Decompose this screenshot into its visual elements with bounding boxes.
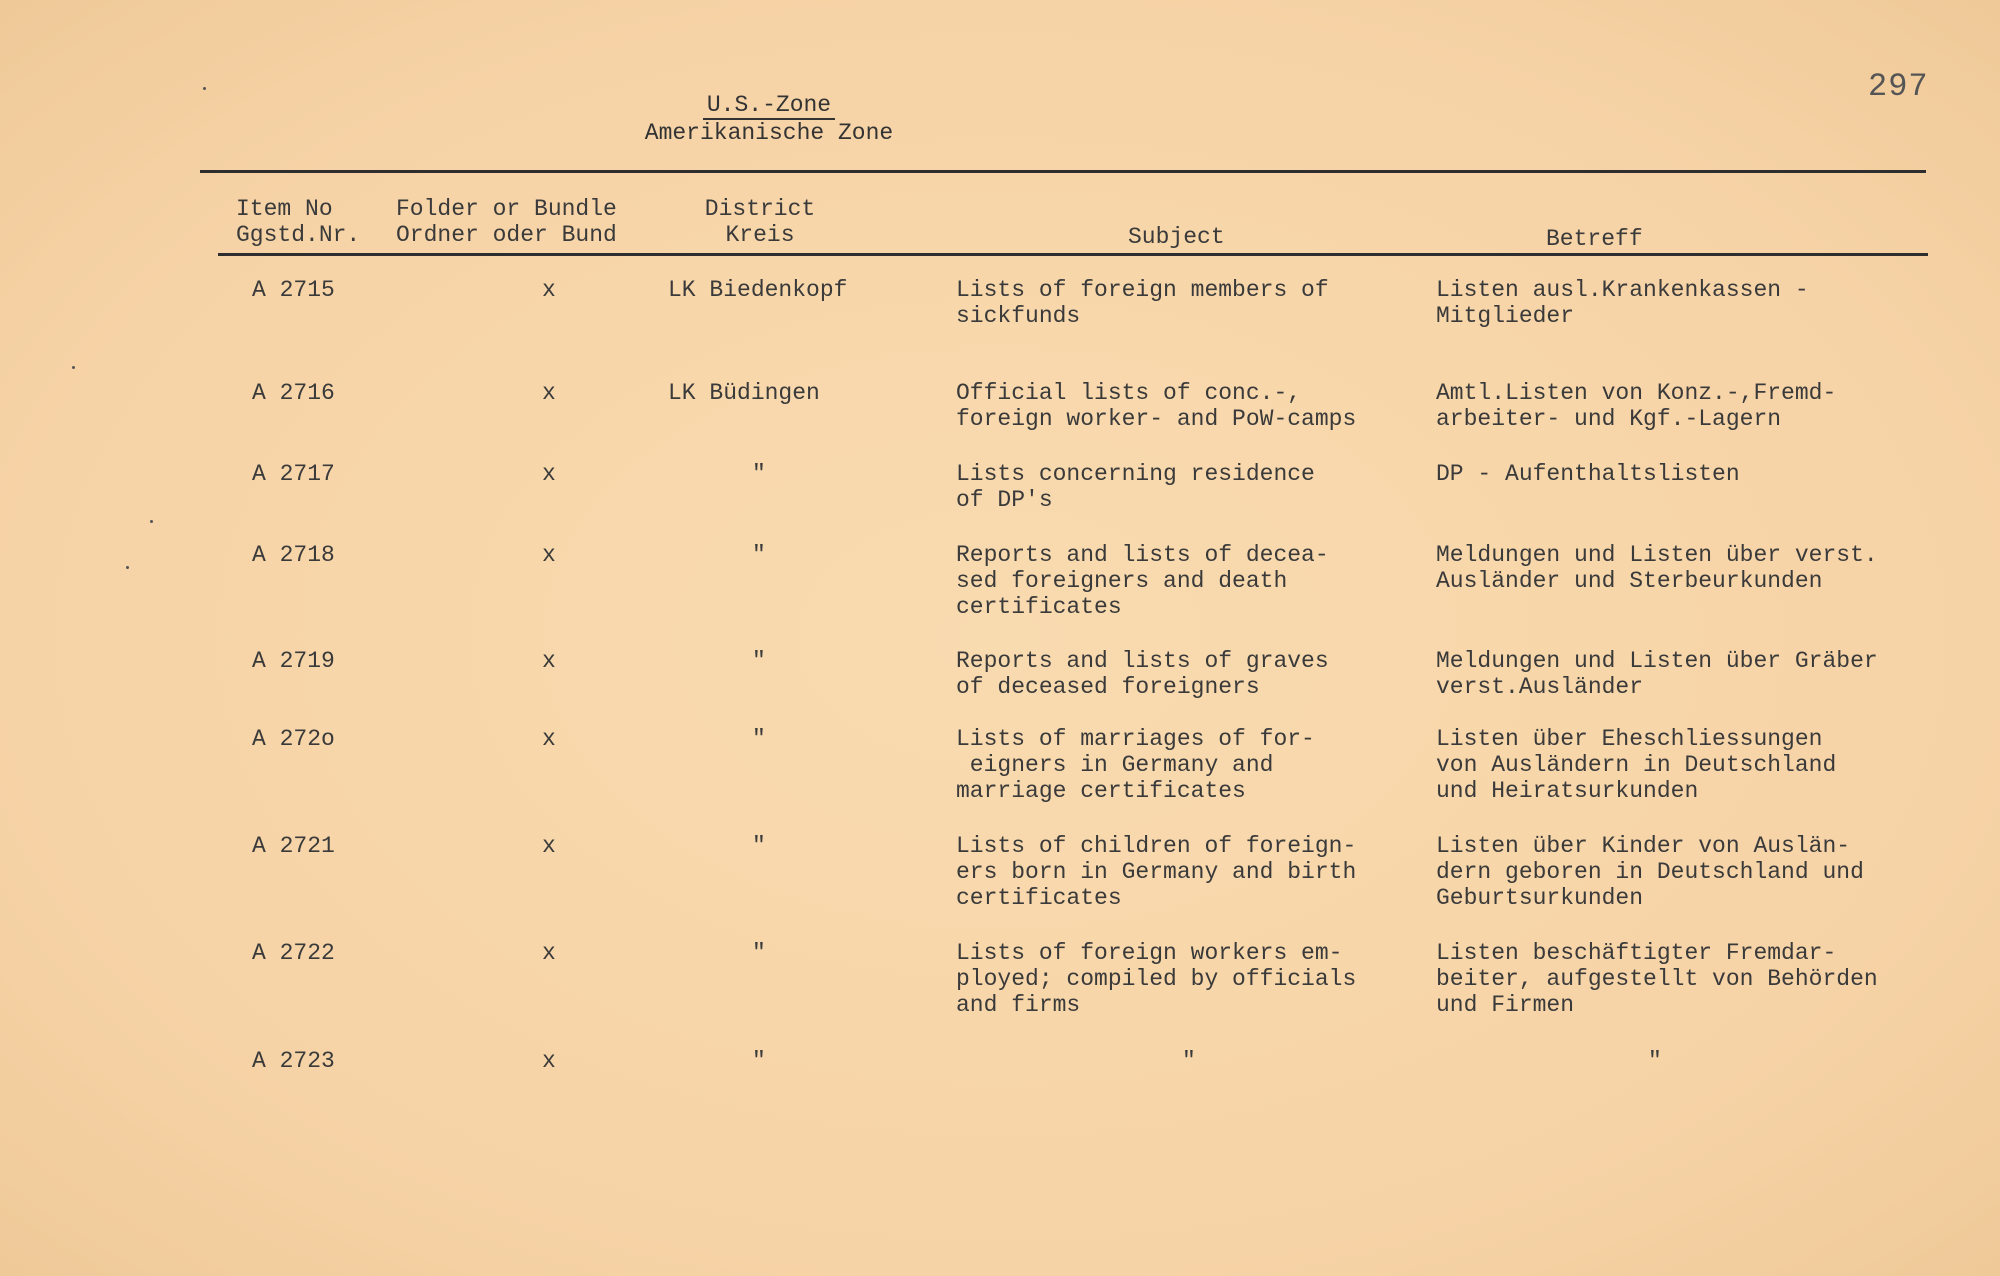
district-cell: " bbox=[752, 1048, 766, 1074]
betreff-cell: DP - Aufenthaltslisten bbox=[1436, 461, 1740, 487]
subject-cell: Lists of marriages of for- eigners in Germany and marriage certificates bbox=[956, 726, 1315, 804]
subject-cell: Lists of foreign workers em- ployed; compiled by officials and firms bbox=[956, 940, 1357, 1018]
col-header-folder: Folder or Bundle Ordner oder Bund bbox=[396, 196, 617, 248]
zone-title-en: U.S.-Zone bbox=[703, 92, 835, 120]
district-cell: " bbox=[752, 726, 766, 752]
district-cell: LK Büdingen bbox=[668, 380, 820, 406]
folder-mark-cell: x bbox=[542, 1048, 556, 1074]
betreff-cell: Listen ausl.Krankenkassen - Mitglieder bbox=[1436, 277, 1809, 329]
subject-cell: Lists of children of foreign- ers born in Germany and birth certificates bbox=[956, 833, 1357, 911]
item-number-cell: A 2716 bbox=[252, 380, 335, 406]
folder-mark-cell: x bbox=[542, 648, 556, 674]
folder-mark-cell: x bbox=[542, 380, 556, 406]
item-number-cell: A 2721 bbox=[252, 833, 335, 859]
district-cell: LK Biedenkopf bbox=[668, 277, 848, 303]
item-number-cell: A 2718 bbox=[252, 542, 335, 568]
folder-mark-cell: x bbox=[542, 726, 556, 752]
page-number: 297 bbox=[1868, 68, 1929, 105]
district-cell: " bbox=[752, 940, 766, 966]
paper-speck bbox=[150, 520, 153, 523]
item-number-cell: A 2717 bbox=[252, 461, 335, 487]
folder-mark-cell: x bbox=[542, 461, 556, 487]
col-header-subject: Subject bbox=[1128, 224, 1225, 250]
subject-cell: Lists of foreign members of sickfunds bbox=[956, 277, 1329, 329]
betreff-cell: Amtl.Listen von Konz.-,Fremd- arbeiter- und Kgf.-Lagern bbox=[1436, 380, 1837, 432]
paper-speck bbox=[126, 566, 129, 569]
betreff-cell: Listen über Kinder von Auslän- dern geboren in Deutschland und Geburtsurkunden bbox=[1436, 833, 1864, 911]
item-number-cell: A 2719 bbox=[252, 648, 335, 674]
folder-mark-cell: x bbox=[542, 833, 556, 859]
item-number-cell: A 272o bbox=[252, 726, 335, 752]
col-header-betreff: Betreff bbox=[1546, 226, 1643, 252]
subject-cell: Reports and lists of graves of deceased foreigners bbox=[956, 648, 1329, 700]
folder-mark-cell: x bbox=[542, 940, 556, 966]
paper-speck bbox=[72, 366, 75, 369]
item-number-cell: A 2722 bbox=[252, 940, 335, 966]
item-number-cell: A 2723 bbox=[252, 1048, 335, 1074]
folder-mark-cell: x bbox=[542, 277, 556, 303]
subject-cell: Lists concerning residence of DP's bbox=[956, 461, 1315, 513]
subject-cell: Reports and lists of decea- sed foreigners and death certificates bbox=[956, 542, 1329, 620]
subject-cell: " bbox=[1182, 1048, 1196, 1074]
folder-mark-cell: x bbox=[542, 542, 556, 568]
district-cell: " bbox=[752, 461, 766, 487]
betreff-cell: " bbox=[1648, 1048, 1662, 1074]
zone-title-de: Amerikanische Zone bbox=[644, 120, 894, 146]
betreff-cell: Meldungen und Listen über verst. Ausländer und Sterbeurkunden bbox=[1436, 542, 1878, 594]
betreff-cell: Meldungen und Listen über Gräber verst.Ausländer bbox=[1436, 648, 1878, 700]
header-divider bbox=[218, 253, 1928, 256]
district-cell: " bbox=[752, 833, 766, 859]
col-header-district: District Kreis bbox=[704, 196, 816, 248]
district-cell: " bbox=[752, 542, 766, 568]
zone-heading bbox=[0, 92, 1538, 146]
col-header-item: Item No Ggstd.Nr. bbox=[236, 196, 361, 248]
top-divider bbox=[200, 170, 1926, 173]
betreff-cell: Listen über Eheschliessungen von Ausländern in Deutschland und Heiratsurkunden bbox=[1436, 726, 1837, 804]
district-cell: " bbox=[752, 648, 766, 674]
betreff-cell: Listen beschäftigter Fremdar- beiter, aufgestellt von Behörden und Firmen bbox=[1436, 940, 1878, 1018]
item-number-cell: A 2715 bbox=[252, 277, 335, 303]
paper-speck bbox=[203, 87, 206, 90]
subject-cell: Official lists of conc.-, foreign worker- and PoW-camps bbox=[956, 380, 1357, 432]
